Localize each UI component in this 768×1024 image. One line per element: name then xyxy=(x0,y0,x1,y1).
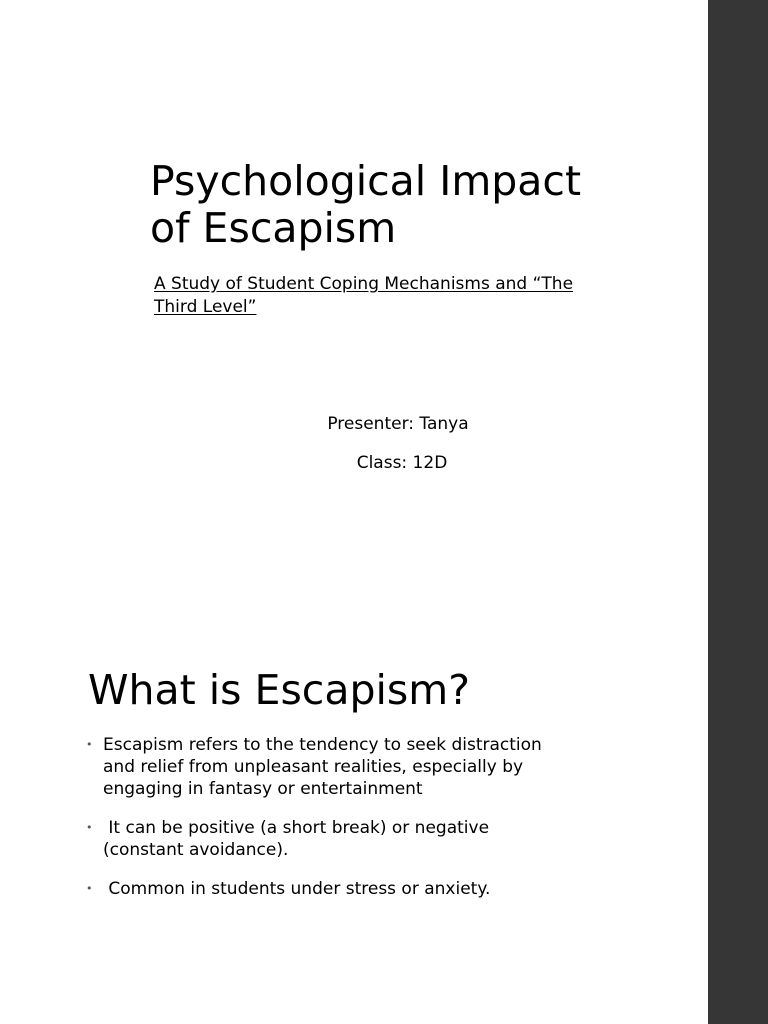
slide-title-line-2: of Escapism xyxy=(150,204,397,252)
bullet-1-line-3: engaging in fantasy or entertainment xyxy=(103,779,423,799)
bullet-item xyxy=(86,817,626,861)
bullet-text xyxy=(103,735,542,799)
bullet-item xyxy=(86,734,626,800)
bullet-1-line-2: and relief from unpleasant realities, especially by xyxy=(103,757,524,777)
bullet-list xyxy=(86,734,626,917)
bullet-dot-icon: • xyxy=(86,821,93,834)
bullet-3-line-1: Common in students under stress or anxiety. xyxy=(103,879,491,899)
class-label: Class: 12D xyxy=(356,453,448,473)
bullet-text xyxy=(103,818,489,860)
bullet-2-line-1: It can be positive (a short break) or negative xyxy=(103,818,490,838)
presenter-label: Presenter: Tanya xyxy=(327,414,469,434)
slide-subtitle-line-1: A Study of Student Coping Mechanisms and “The xyxy=(154,274,574,294)
viewer-side-panel xyxy=(708,0,768,1024)
slide-subtitle xyxy=(154,273,654,319)
section-heading: What is Escapism? xyxy=(88,666,470,714)
slide-subtitle-line-2: Third Level” xyxy=(154,297,257,317)
bullet-dot-icon: • xyxy=(86,882,93,895)
bullet-2-line-2: (constant avoidance). xyxy=(103,840,289,860)
slide-title xyxy=(150,158,650,252)
slide-title-line-1: Psychological Impact xyxy=(150,157,582,205)
bullet-item xyxy=(86,878,626,900)
bullet-1-line-1: Escapism refers to the tendency to seek distraction xyxy=(103,735,542,755)
bullet-text xyxy=(103,879,490,899)
bullet-dot-icon: • xyxy=(86,738,93,751)
